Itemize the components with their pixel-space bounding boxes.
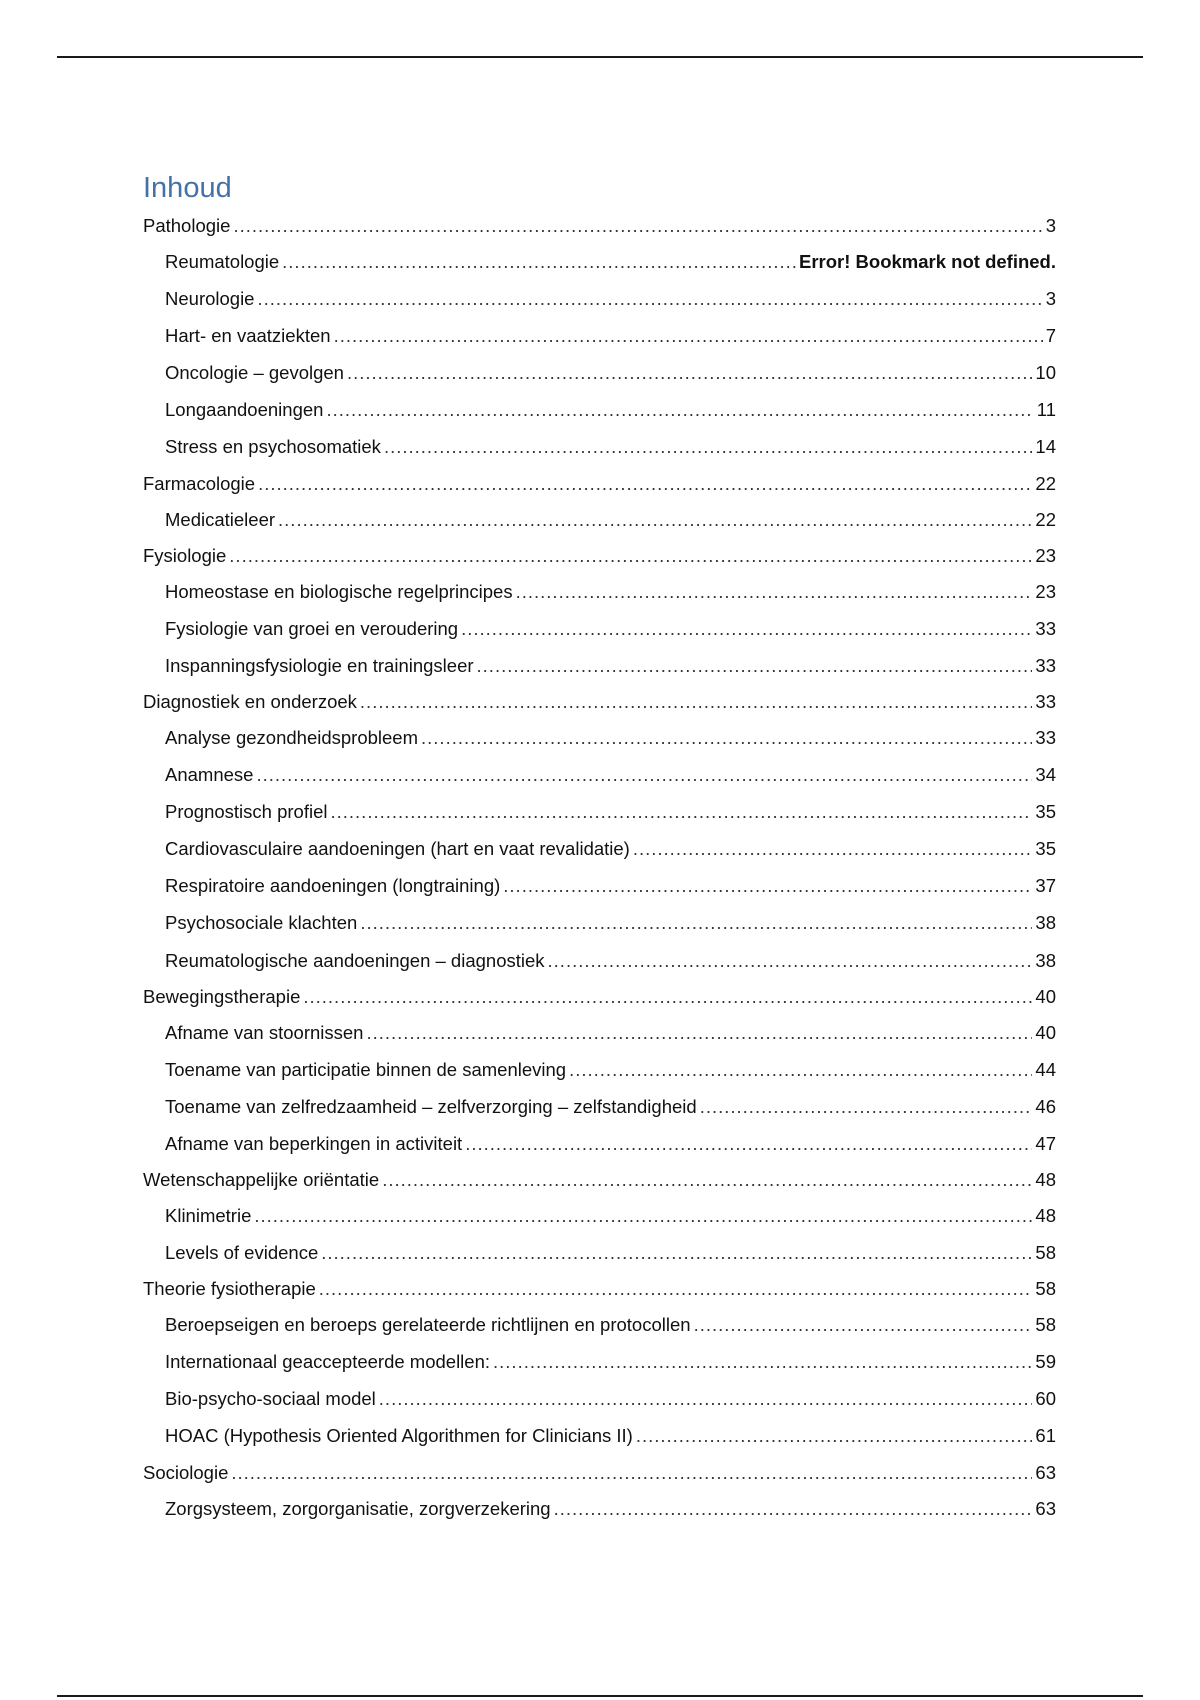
dot-leader xyxy=(516,573,1033,610)
dot-leader xyxy=(382,1162,1032,1197)
toc-entry-page-number: 23 xyxy=(1035,544,1056,566)
toc-entry-label: Reumatologie xyxy=(165,251,280,272)
toc-entry-label: Inspanningsfysiologie en trainingsleer xyxy=(165,654,474,676)
toc-entry-section[interactable] xyxy=(143,942,1056,979)
toc-entry-label: Levels of evidence xyxy=(165,1242,319,1264)
dot-leader xyxy=(231,1455,1032,1490)
dot-leader xyxy=(254,1197,1032,1234)
toc-entry-label: Fysiologie van groei en veroudering xyxy=(165,617,459,639)
dot-leader xyxy=(700,1088,1033,1125)
toc-entry-label: Afname van beperkingen in activiteit xyxy=(165,1132,463,1154)
toc-entry-page-number: 33 xyxy=(1035,617,1056,639)
dot-leader xyxy=(257,280,1042,317)
toc-entry-label: Analyse gezondheidsprobleem xyxy=(165,726,419,748)
toc-entry-section[interactable] xyxy=(143,1088,1056,1125)
toc-entry-chapter[interactable] xyxy=(143,1271,1056,1306)
dot-leader xyxy=(303,979,1032,1014)
toc-entry-label: Prognostisch profiel xyxy=(165,801,328,823)
toc-entry-section[interactable] xyxy=(143,391,1056,428)
toc-entry-page-number: 35 xyxy=(1035,801,1056,823)
toc-entry-page-number: 46 xyxy=(1035,1095,1056,1117)
dot-leader xyxy=(569,1051,1032,1088)
toc-entry-section[interactable] xyxy=(143,573,1056,610)
toc-entry-label: Longaandoeningen xyxy=(165,399,324,421)
toc-entry-label: Beroepseigen en beroeps gerelateerde richtlijnen en protocollen xyxy=(165,1314,691,1336)
toc-entry-section[interactable] xyxy=(143,1343,1056,1380)
dot-leader xyxy=(493,1343,1032,1380)
dot-leader xyxy=(258,466,1032,501)
toc-entry-section[interactable] xyxy=(143,354,1056,391)
dot-leader xyxy=(347,354,1032,391)
toc-entry-page-number: 60 xyxy=(1035,1388,1056,1410)
toc-entry-label: Internationaal geaccepteerde modellen: xyxy=(165,1351,491,1373)
toc-entry-chapter[interactable] xyxy=(143,1162,1056,1197)
toc-entry-page-number: 37 xyxy=(1035,875,1056,897)
toc-entry-page-number: 23 xyxy=(1035,580,1056,602)
toc-entry-chapter[interactable] xyxy=(143,979,1056,1014)
toc-entry-page-number: 10 xyxy=(1035,362,1056,384)
toc-entry-label: Toename van zelfredzaamheid – zelfverzorging – zelfstandigheid xyxy=(165,1095,697,1117)
toc-entry-page-number: 38 xyxy=(1035,912,1056,934)
toc-entry-section[interactable] xyxy=(143,243,1056,280)
toc-entry-section[interactable] xyxy=(143,610,1056,647)
toc-entry-label: Theorie fysiotherapie xyxy=(143,1278,316,1300)
toc-entry-label: Toename van participatie binnen de samenleving xyxy=(165,1058,567,1080)
toc-entry-label: HOAC (Hypothesis Oriented Algorithmen for Clinicians II) xyxy=(165,1425,633,1447)
dot-leader xyxy=(229,538,1032,573)
dot-leader xyxy=(636,1417,1033,1454)
toc-entry-label: Cardiovasculaire aandoeningen (hart en vaat revalidatie) xyxy=(165,838,630,860)
toc-entry-label: Reumatologische aandoeningen – diagnostiek xyxy=(165,949,545,971)
toc-entry-page-number: 22 xyxy=(1035,472,1056,494)
toc-entry-section[interactable] xyxy=(143,280,1056,317)
toc-entry-page-number: 33 xyxy=(1035,654,1056,676)
toc-entry-chapter[interactable] xyxy=(143,208,1056,243)
dot-leader xyxy=(319,1271,1033,1306)
dot-leader xyxy=(461,610,1032,647)
dot-leader xyxy=(694,1306,1033,1343)
toc-entry-label: Sociologie xyxy=(143,1461,229,1483)
toc-entry-page-number: Error! Bookmark not defined. xyxy=(799,251,1056,272)
toc-entry-page-number: 58 xyxy=(1035,1242,1056,1264)
toc-entry-label: Neurologie xyxy=(165,288,255,310)
toc-entry-section[interactable] xyxy=(143,1014,1056,1051)
toc-entry-label: Wetenschappelijke oriëntatie xyxy=(143,1168,380,1190)
toc-entry-page-number: 58 xyxy=(1035,1314,1056,1336)
toc-entry-section[interactable] xyxy=(143,1490,1056,1527)
toc-entry-chapter[interactable] xyxy=(143,684,1056,719)
toc-entry-label: Stress en psychosomatiek xyxy=(165,436,381,458)
footer-rule xyxy=(57,1695,1143,1697)
dot-leader xyxy=(465,1125,1032,1162)
toc-entry-label: Psychosociale klachten xyxy=(165,912,358,934)
toc-entry-section[interactable] xyxy=(143,1125,1056,1162)
toc-entry-label: Oncologie – gevolgen xyxy=(165,362,344,384)
toc-entry-label: Afname van stoornissen xyxy=(165,1021,364,1043)
toc-entry-label: Zorgsysteem, zorgorganisatie, zorgverzekering xyxy=(165,1497,551,1519)
dot-leader xyxy=(366,1014,1032,1051)
dot-leader xyxy=(477,647,1033,684)
toc-entry-label: Pathologie xyxy=(143,215,231,236)
toc-entry-page-number: 61 xyxy=(1035,1425,1056,1447)
toc-entry-page-number: 59 xyxy=(1035,1351,1056,1373)
toc-entry-page-number: 33 xyxy=(1035,690,1056,712)
header-rule xyxy=(57,56,1143,58)
dot-leader xyxy=(233,208,1042,243)
toc-entry-section[interactable] xyxy=(143,1197,1056,1234)
dot-leader xyxy=(334,317,1043,354)
toc-entry-section[interactable] xyxy=(143,1051,1056,1088)
dot-leader xyxy=(503,867,1032,904)
toc-title: Inhoud xyxy=(143,172,232,204)
toc-entry-chapter[interactable] xyxy=(143,466,1056,501)
dot-leader xyxy=(282,243,796,280)
toc-entry-section[interactable] xyxy=(143,719,1056,756)
toc-entry-page-number: 48 xyxy=(1035,1168,1056,1190)
toc-entry-page-number: 3 xyxy=(1045,288,1056,310)
dot-leader xyxy=(360,684,1033,719)
toc-entry-section[interactable] xyxy=(143,1380,1056,1417)
toc-entry-page-number: 63 xyxy=(1035,1461,1056,1483)
toc-entry-label: Klinimetrie xyxy=(165,1204,252,1226)
toc-entry-section[interactable] xyxy=(143,904,1056,941)
dot-leader xyxy=(330,793,1032,830)
toc-entry-page-number: 11 xyxy=(1036,399,1056,421)
toc-entry-label: Bio-psycho-sociaal model xyxy=(165,1388,376,1410)
toc-entry-page-number: 33 xyxy=(1035,726,1056,748)
toc-entry-label: Bewegingstherapie xyxy=(143,985,301,1007)
toc-entry-section[interactable] xyxy=(143,428,1056,465)
toc-entry-section[interactable] xyxy=(143,1417,1056,1454)
toc-entry-section[interactable] xyxy=(143,867,1056,904)
toc-entry-page-number: 47 xyxy=(1035,1132,1056,1154)
toc-entry-section[interactable] xyxy=(143,756,1056,793)
toc-entry-page-number: 35 xyxy=(1035,838,1056,860)
toc-entry-page-number: 7 xyxy=(1045,325,1056,347)
dot-leader xyxy=(554,1490,1033,1527)
toc-entry-label: Diagnostiek en onderzoek xyxy=(143,690,357,712)
toc-entry-page-number: 40 xyxy=(1035,985,1056,1007)
toc-entry-label: Anamnese xyxy=(165,764,254,786)
dot-leader xyxy=(548,942,1033,979)
dot-leader xyxy=(278,501,1032,538)
toc-entry-page-number: 34 xyxy=(1035,764,1056,786)
toc-entry-label: Respiratoire aandoeningen (longtraining) xyxy=(165,875,501,897)
dot-leader xyxy=(421,719,1032,756)
toc-entry-page-number: 38 xyxy=(1035,949,1056,971)
toc-entry-label: Fysiologie xyxy=(143,544,227,566)
toc-entries xyxy=(143,208,1056,1527)
toc-entry-page-number: 48 xyxy=(1035,1204,1056,1226)
toc-entry-page-number: 58 xyxy=(1035,1278,1056,1300)
toc-entry-page-number: 22 xyxy=(1035,508,1056,530)
toc-entry-chapter[interactable] xyxy=(143,538,1056,573)
dot-leader xyxy=(326,391,1033,428)
toc-entry-label: Hart- en vaatziekten xyxy=(165,325,331,347)
toc-entry-section[interactable] xyxy=(143,830,1056,867)
toc-entry-label: Medicatieleer xyxy=(165,508,276,530)
toc-entry-page-number: 44 xyxy=(1035,1058,1056,1080)
toc-entry-section[interactable] xyxy=(143,501,1056,538)
toc-entry-section[interactable] xyxy=(143,647,1056,684)
toc-entry-section[interactable] xyxy=(143,1234,1056,1271)
toc-entry-section[interactable] xyxy=(143,793,1056,830)
toc-entry-section[interactable] xyxy=(143,317,1056,354)
toc-entry-page-number: 63 xyxy=(1035,1497,1056,1519)
dot-leader xyxy=(321,1234,1032,1271)
toc-entry-label: Farmacologie xyxy=(143,472,256,494)
toc-entry-page-number: 3 xyxy=(1045,215,1056,236)
table-of-contents xyxy=(143,168,1056,1527)
dot-leader xyxy=(379,1380,1033,1417)
toc-entry-page-number: 40 xyxy=(1035,1021,1056,1043)
dot-leader xyxy=(360,904,1032,941)
dot-leader xyxy=(633,830,1033,867)
dot-leader xyxy=(384,428,1032,465)
toc-entry-chapter[interactable] xyxy=(143,1455,1056,1490)
dot-leader xyxy=(256,756,1032,793)
toc-entry-label: Homeostase en biologische regelprincipes xyxy=(165,580,513,602)
toc-entry-page-number: 14 xyxy=(1035,436,1056,458)
toc-entry-section[interactable] xyxy=(143,1306,1056,1343)
